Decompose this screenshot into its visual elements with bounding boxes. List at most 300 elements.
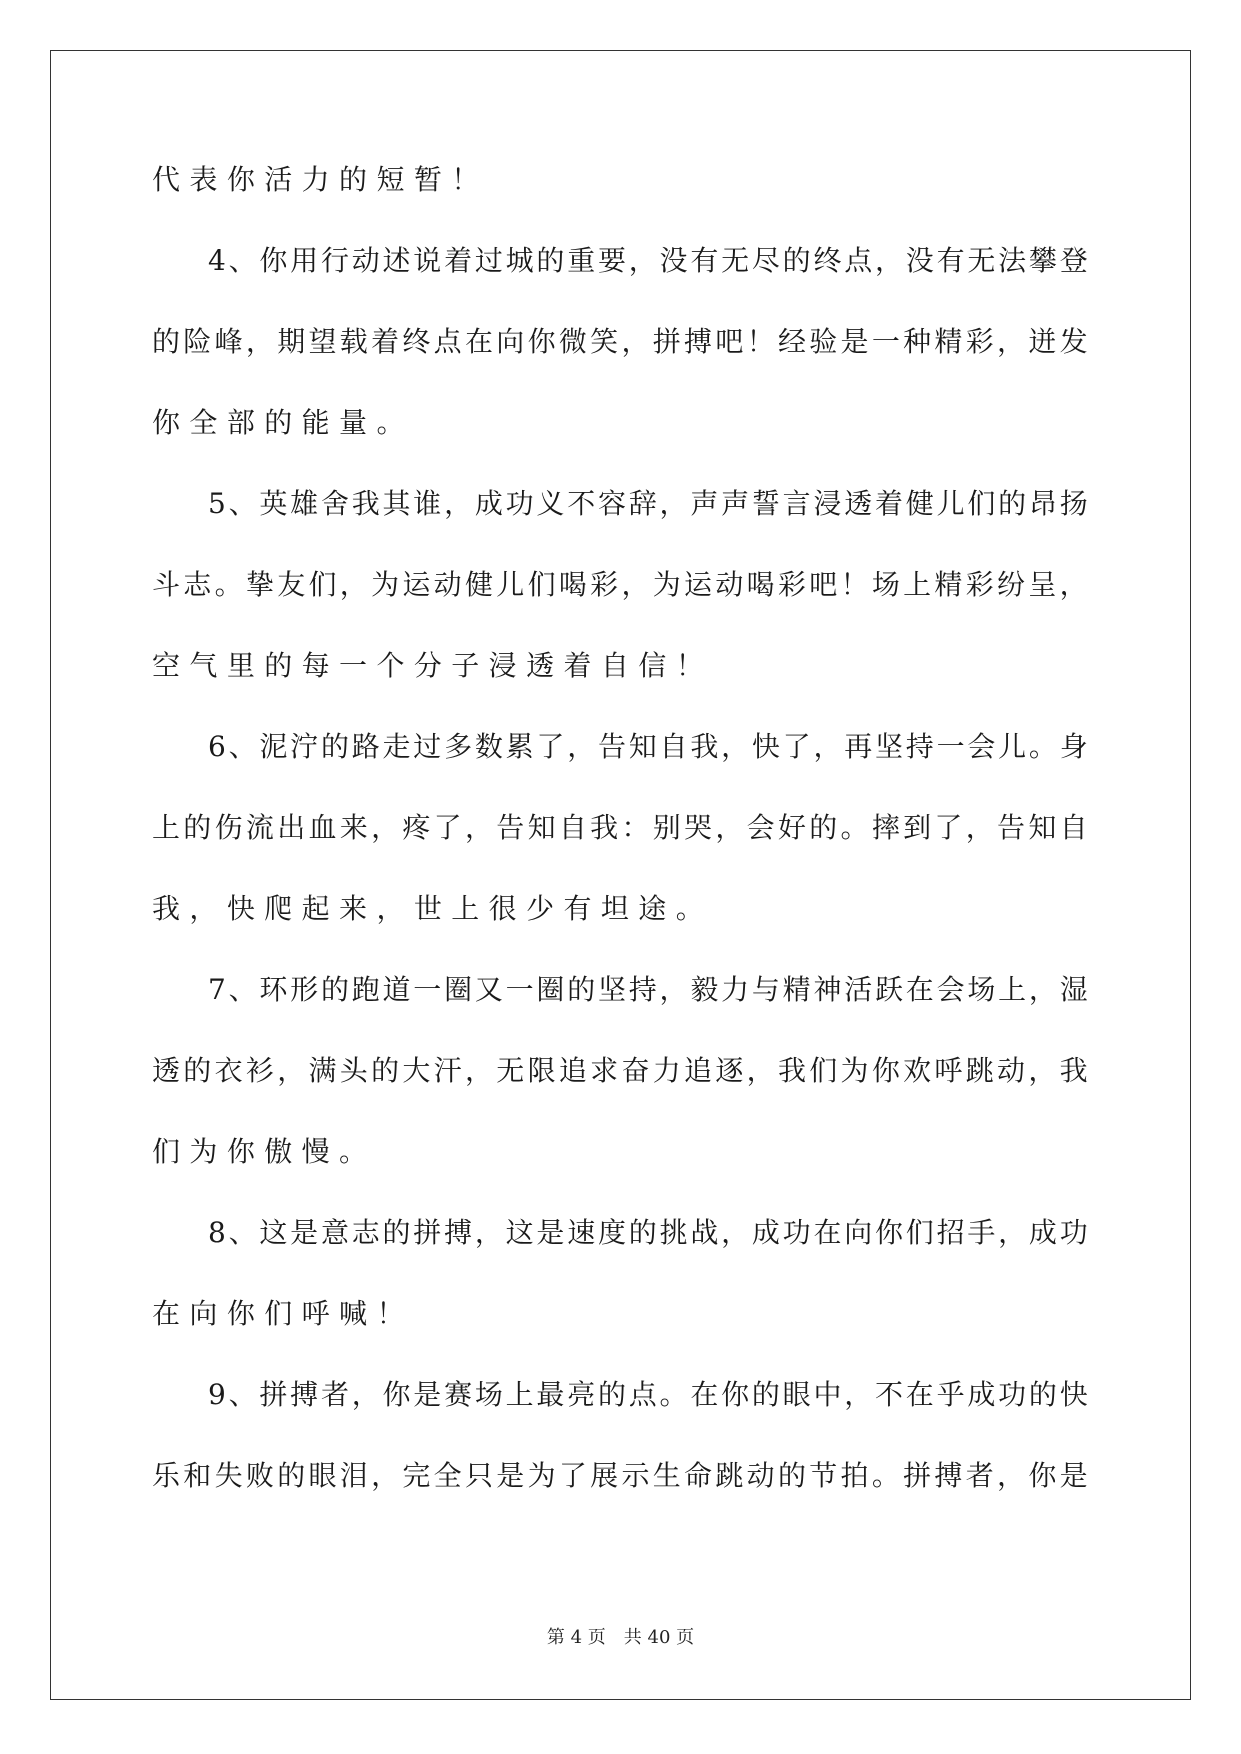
glyph: 迸 — [1028, 325, 1057, 358]
glyph: 自 — [1059, 811, 1088, 844]
glyph: 要 — [597, 244, 626, 277]
glyph: ， — [998, 1216, 1027, 1249]
text-line — [152, 163, 1088, 247]
glyph: ， — [277, 1054, 306, 1087]
glyph: 与 — [751, 973, 780, 1006]
glyph: 会 — [936, 973, 965, 1006]
glyph: 、 — [228, 730, 257, 763]
glyph: 扬 — [1059, 487, 1088, 520]
glyph: 告 — [496, 811, 525, 844]
glyph: ， — [474, 1216, 503, 1249]
glyph: 上 — [903, 568, 932, 601]
text-line — [152, 973, 1088, 1057]
glyph: 的 — [152, 325, 181, 358]
glyph: 出 — [277, 811, 306, 844]
glyph: 彩 — [965, 325, 994, 358]
glyph: 们 — [264, 1297, 293, 1330]
glyph: ， — [628, 244, 657, 277]
glyph: 。 — [1028, 730, 1057, 763]
glyph: ， — [371, 811, 400, 844]
glyph: 呼 — [301, 1297, 330, 1330]
glyph: 的 — [320, 973, 349, 1006]
glyph: 是 — [290, 1216, 319, 1249]
glyph: 意 — [320, 1216, 349, 1249]
glyph: ， — [875, 244, 904, 277]
glyph: 期 — [277, 325, 306, 358]
glyph: 里 — [226, 649, 255, 682]
glyph: 拼 — [903, 1459, 932, 1492]
glyph: 满 — [308, 1054, 337, 1087]
glyph: 会 — [967, 730, 996, 763]
glyph: 我 — [152, 892, 181, 925]
glyph: 义 — [536, 487, 565, 520]
glyph: 向 — [189, 1297, 218, 1330]
glyph: 个 — [376, 649, 405, 682]
glyph: 招 — [936, 1216, 965, 1249]
glyph: 奋 — [621, 1054, 650, 1087]
text-line — [152, 406, 1088, 490]
text-line — [152, 487, 1088, 571]
glyph: 度 — [597, 1216, 626, 1249]
glyph: 誓 — [751, 487, 780, 520]
glyph: 友 — [277, 568, 306, 601]
glyph: 攀 — [1028, 244, 1057, 277]
glyph: 跃 — [875, 973, 904, 1006]
glyph: 动 — [746, 1459, 775, 1492]
glyph: 。 — [214, 568, 243, 601]
glyph: 你 — [527, 325, 556, 358]
glyph: 上 — [451, 892, 480, 925]
glyph: 们 — [905, 1216, 934, 1249]
glyph: 大 — [402, 1054, 431, 1087]
glyph: 动 — [433, 568, 462, 601]
text-line — [152, 568, 1088, 652]
glyph: 圈 — [536, 973, 565, 1006]
glyph: 力 — [721, 973, 750, 1006]
glyph: 在 — [813, 1216, 842, 1249]
glyph: 经 — [777, 325, 806, 358]
glyph: 好 — [777, 811, 806, 844]
glyph: 成 — [1028, 1216, 1057, 1249]
glyph: 彩 — [777, 568, 806, 601]
glyph: 谁 — [413, 487, 442, 520]
glyph: 最 — [536, 1378, 565, 1411]
glyph: 在 — [152, 1297, 181, 1330]
glyph: 喝 — [746, 568, 775, 601]
glyph: ， — [659, 973, 688, 1006]
glyph: 一 — [339, 649, 368, 682]
glyph: 验 — [809, 325, 838, 358]
glyph: 城 — [505, 244, 534, 277]
glyph: 的 — [782, 244, 811, 277]
glyph: 着 — [875, 487, 904, 520]
glyph: 神 — [813, 973, 842, 1006]
glyph: 败 — [245, 1459, 274, 1492]
text-line — [152, 325, 1088, 409]
glyph: 险 — [183, 325, 212, 358]
glyph: 我 — [777, 1054, 806, 1087]
glyph: 们 — [308, 568, 337, 601]
glyph: 点 — [844, 244, 873, 277]
glyph: 气 — [189, 649, 218, 682]
glyph: ， — [659, 487, 688, 520]
glyph: 的 — [809, 811, 838, 844]
glyph: 有 — [563, 892, 592, 925]
glyph: ， — [715, 811, 744, 844]
text-line — [152, 892, 1088, 976]
glyph: 少 — [526, 892, 555, 925]
glyph: 搏 — [290, 1378, 319, 1411]
glyph: 儿 — [936, 487, 965, 520]
glyph: 在 — [905, 973, 934, 1006]
glyph: 一 — [413, 973, 442, 1006]
glyph: 道 — [382, 973, 411, 1006]
glyph: 的 — [751, 1378, 780, 1411]
glyph: 终 — [402, 325, 431, 358]
glyph: 泪 — [339, 1459, 368, 1492]
glyph: 命 — [684, 1459, 713, 1492]
glyph: 儿 — [496, 568, 525, 601]
glyph: 成 — [751, 1216, 780, 1249]
glyph: 行 — [320, 244, 349, 277]
glyph: 向 — [844, 1216, 873, 1249]
glyph: 一 — [871, 325, 900, 358]
glyph: 述 — [382, 244, 411, 277]
glyph: 拼 — [652, 325, 681, 358]
glyph: 泥 — [259, 730, 288, 763]
glyph: 我 — [1059, 1054, 1088, 1087]
glyph: 雄 — [290, 487, 319, 520]
glyph: 你 — [382, 1378, 411, 1411]
glyph: 说 — [413, 244, 442, 277]
glyph: 了 — [433, 811, 462, 844]
glyph: 斗 — [152, 568, 181, 601]
glyph: 的 — [597, 1378, 626, 1411]
glyph: 量 — [339, 406, 368, 439]
glyph: 无 — [496, 1054, 525, 1087]
glyph: 。 — [840, 811, 869, 844]
glyph: 了 — [782, 730, 811, 763]
glyph: 你 — [226, 1135, 255, 1168]
glyph: 你 — [226, 1297, 255, 1330]
glyph: 每 — [301, 649, 330, 682]
glyph: 快 — [1059, 1378, 1088, 1411]
glyph: 的 — [339, 163, 368, 196]
glyph: 重 — [567, 244, 596, 277]
glyph: 世 — [413, 892, 442, 925]
glyph: 的 — [777, 1459, 806, 1492]
glyph: 乐 — [152, 1459, 181, 1492]
glyph: 挑 — [659, 1216, 688, 1249]
glyph: 的 — [382, 1216, 411, 1249]
glyph: 是 — [536, 1216, 565, 1249]
glyph: 信 — [638, 649, 667, 682]
glyph: 拼 — [259, 1378, 288, 1411]
glyph: 会 — [746, 811, 775, 844]
glyph: 表 — [189, 163, 218, 196]
glyph: 功 — [1059, 1216, 1088, 1249]
glyph: 没 — [659, 244, 688, 277]
glyph: 力 — [301, 163, 330, 196]
glyph: 告 — [997, 811, 1026, 844]
glyph: 再 — [844, 730, 873, 763]
glyph: ， — [464, 811, 493, 844]
glyph: 、 — [228, 244, 257, 277]
glyph: 子 — [451, 649, 480, 682]
glyph: 们 — [527, 568, 556, 601]
glyph: 坦 — [600, 892, 629, 925]
glyph: 志 — [183, 568, 212, 601]
glyph: 走 — [382, 730, 411, 763]
glyph: 搏 — [684, 325, 713, 358]
glyph: 你 — [875, 1216, 904, 1249]
glyph: 很 — [488, 892, 517, 925]
glyph: 吧 — [809, 568, 838, 601]
glyph: 向 — [496, 325, 525, 358]
glyph: 你 — [259, 244, 288, 277]
glyph: ， — [813, 730, 842, 763]
glyph: 哭 — [684, 811, 713, 844]
glyph: 汗 — [433, 1054, 462, 1087]
glyph: 志 — [351, 1216, 380, 1249]
glyph: 峰 — [214, 325, 243, 358]
glyph: 言 — [782, 487, 811, 520]
glyph: 运 — [402, 568, 431, 601]
glyph: 为 — [189, 1135, 218, 1168]
glyph: 限 — [527, 1054, 556, 1087]
glyph: 快 — [226, 892, 255, 925]
glyph: 身 — [1059, 730, 1088, 763]
page-footer: 第 4 页 共 40 页 — [546, 1627, 695, 1648]
glyph: 知 — [527, 811, 556, 844]
glyph: 儿 — [998, 730, 1027, 763]
glyph: 的 — [264, 649, 293, 682]
glyph: 血 — [308, 811, 337, 844]
glyph: 容 — [597, 487, 626, 520]
glyph: 的 — [567, 973, 596, 1006]
glyph: ， — [844, 1378, 873, 1411]
glyph: ， — [965, 811, 994, 844]
glyph: 、 — [228, 1378, 257, 1411]
text-line — [152, 730, 1088, 814]
glyph: 法 — [998, 244, 1027, 277]
glyph: 慢 — [301, 1135, 330, 1168]
glyph: 失 — [214, 1459, 243, 1492]
glyph: 示 — [621, 1459, 650, 1492]
glyph: 5 — [208, 487, 226, 520]
glyph: 场 — [474, 1378, 503, 1411]
glyph: 短 — [376, 163, 405, 196]
glyph: 坚 — [875, 730, 904, 763]
text-line — [152, 244, 1088, 328]
text-line — [152, 1378, 1088, 1462]
glyph: 累 — [505, 730, 534, 763]
glyph: 途 — [638, 892, 667, 925]
glyph: 是 — [1059, 1459, 1088, 1492]
glyph: 着 — [563, 649, 592, 682]
glyph: 透 — [844, 487, 873, 520]
glyph: 为 — [840, 1054, 869, 1087]
glyph: ， — [464, 1054, 493, 1087]
glyph: 流 — [245, 811, 274, 844]
glyph: 为 — [371, 568, 400, 601]
glyph: 。 — [871, 1459, 900, 1492]
glyph: 这 — [259, 1216, 288, 1249]
glyph: 舍 — [320, 487, 349, 520]
glyph: 节 — [809, 1459, 838, 1492]
glyph: 不 — [567, 487, 596, 520]
glyph: 呈 — [1028, 568, 1057, 601]
glyph: 环 — [259, 973, 288, 1006]
glyph: 了 — [536, 730, 565, 763]
glyph: 自 — [558, 811, 587, 844]
glyph: 这 — [505, 1216, 534, 1249]
glyph: 跳 — [715, 1459, 744, 1492]
glyph: ！ — [840, 568, 869, 601]
glyph: 成 — [474, 487, 503, 520]
glyph: ， — [376, 892, 405, 925]
glyph: 上 — [152, 811, 181, 844]
glyph: 着 — [371, 325, 400, 358]
glyph: 浸 — [813, 487, 842, 520]
glyph: 在 — [905, 1378, 934, 1411]
glyph: ！ — [746, 325, 775, 358]
glyph: 头 — [339, 1054, 368, 1087]
glyph: 点 — [628, 1378, 657, 1411]
glyph: 点 — [433, 325, 462, 358]
glyph: 战 — [690, 1216, 719, 1249]
glyph: 眼 — [782, 1378, 811, 1411]
glyph: 暂 — [413, 163, 442, 196]
glyph: 生 — [652, 1459, 681, 1492]
glyph: 不 — [875, 1378, 904, 1411]
glyph: ， — [621, 568, 650, 601]
glyph: 们 — [152, 1135, 181, 1168]
glyph: 别 — [652, 811, 681, 844]
glyph: 辞 — [628, 487, 657, 520]
glyph: 中 — [813, 1378, 842, 1411]
glyph: 无 — [967, 244, 996, 277]
glyph: 泞 — [290, 730, 319, 763]
glyph: 者 — [965, 1459, 994, 1492]
glyph: 为 — [527, 1459, 556, 1492]
glyph: 、 — [228, 1216, 257, 1249]
glyph: 健 — [464, 568, 493, 601]
glyph: 代 — [152, 163, 181, 196]
glyph: 爬 — [264, 892, 293, 925]
glyph: 种 — [903, 325, 932, 358]
glyph: ， — [1028, 973, 1057, 1006]
glyph: ！ — [675, 649, 704, 682]
document-body — [152, 163, 1088, 1543]
glyph: 手 — [967, 1216, 996, 1249]
glyph: 你 — [871, 1054, 900, 1087]
glyph: 成 — [967, 1378, 996, 1411]
glyph: 喊 — [339, 1297, 368, 1330]
glyph: 6 — [208, 730, 226, 763]
glyph: 湿 — [1059, 973, 1088, 1006]
glyph: 快 — [751, 730, 780, 763]
glyph: 知 — [1028, 811, 1057, 844]
glyph: ， — [997, 325, 1026, 358]
glyph: 跑 — [351, 973, 380, 1006]
glyph: 过 — [474, 244, 503, 277]
glyph: 场 — [967, 973, 996, 1006]
glyph: 彩 — [965, 568, 994, 601]
text-line — [152, 1135, 1088, 1219]
glyph: 发 — [1059, 325, 1088, 358]
glyph: 英 — [259, 487, 288, 520]
glyph: 全 — [433, 1459, 462, 1492]
glyph: 完 — [402, 1459, 431, 1492]
glyph: 用 — [290, 244, 319, 277]
glyph: 7 — [208, 973, 226, 1006]
glyph: 的 — [536, 244, 565, 277]
glyph: 彩 — [590, 568, 619, 601]
glyph: 我 — [590, 811, 619, 844]
glyph: 9 — [208, 1378, 226, 1411]
glyph: 是 — [496, 1459, 525, 1492]
glyph: 微 — [558, 325, 587, 358]
glyph: 求 — [590, 1054, 619, 1087]
glyph: 。 — [339, 1135, 368, 1168]
glyph: ， — [245, 325, 274, 358]
glyph: 在 — [690, 1378, 719, 1411]
glyph: 尽 — [751, 244, 780, 277]
glyph: 动 — [715, 568, 744, 601]
glyph: 持 — [628, 973, 657, 1006]
glyph: 傲 — [264, 1135, 293, 1168]
text-line — [152, 1054, 1088, 1138]
glyph: 追 — [558, 1054, 587, 1087]
glyph: 搏 — [934, 1459, 963, 1492]
glyph: 和 — [183, 1459, 212, 1492]
glyph: ， — [997, 1459, 1026, 1492]
glyph: ， — [444, 487, 473, 520]
glyph: 登 — [1059, 244, 1088, 277]
glyph: 形 — [290, 973, 319, 1006]
glyph: 过 — [413, 730, 442, 763]
glyph: ， — [567, 730, 596, 763]
glyph: 有 — [936, 244, 965, 277]
glyph: 喝 — [558, 568, 587, 601]
glyph: 功 — [998, 1378, 1027, 1411]
text-line — [152, 811, 1088, 895]
glyph: 力 — [652, 1054, 681, 1087]
glyph: ， — [746, 1054, 775, 1087]
glyph: 又 — [474, 973, 503, 1006]
glyph: 。 — [659, 1378, 688, 1411]
glyph: 眼 — [308, 1459, 337, 1492]
glyph: ， — [371, 1459, 400, 1492]
glyph: 活 — [264, 163, 293, 196]
glyph: 空 — [152, 649, 181, 682]
glyph: ， — [721, 730, 750, 763]
glyph: 知 — [628, 730, 657, 763]
glyph: 持 — [905, 730, 934, 763]
glyph: 的 — [183, 1054, 212, 1087]
glyph: 来 — [339, 892, 368, 925]
glyph: 透 — [526, 649, 555, 682]
glyph: 。 — [376, 406, 405, 439]
glyph: ， — [621, 325, 650, 358]
glyph: 衫 — [245, 1054, 274, 1087]
glyph: 分 — [413, 649, 442, 682]
glyph: 只 — [464, 1459, 493, 1492]
glyph: 追 — [684, 1054, 713, 1087]
glyph: 逐 — [715, 1054, 744, 1087]
glyph: 透 — [152, 1054, 181, 1087]
